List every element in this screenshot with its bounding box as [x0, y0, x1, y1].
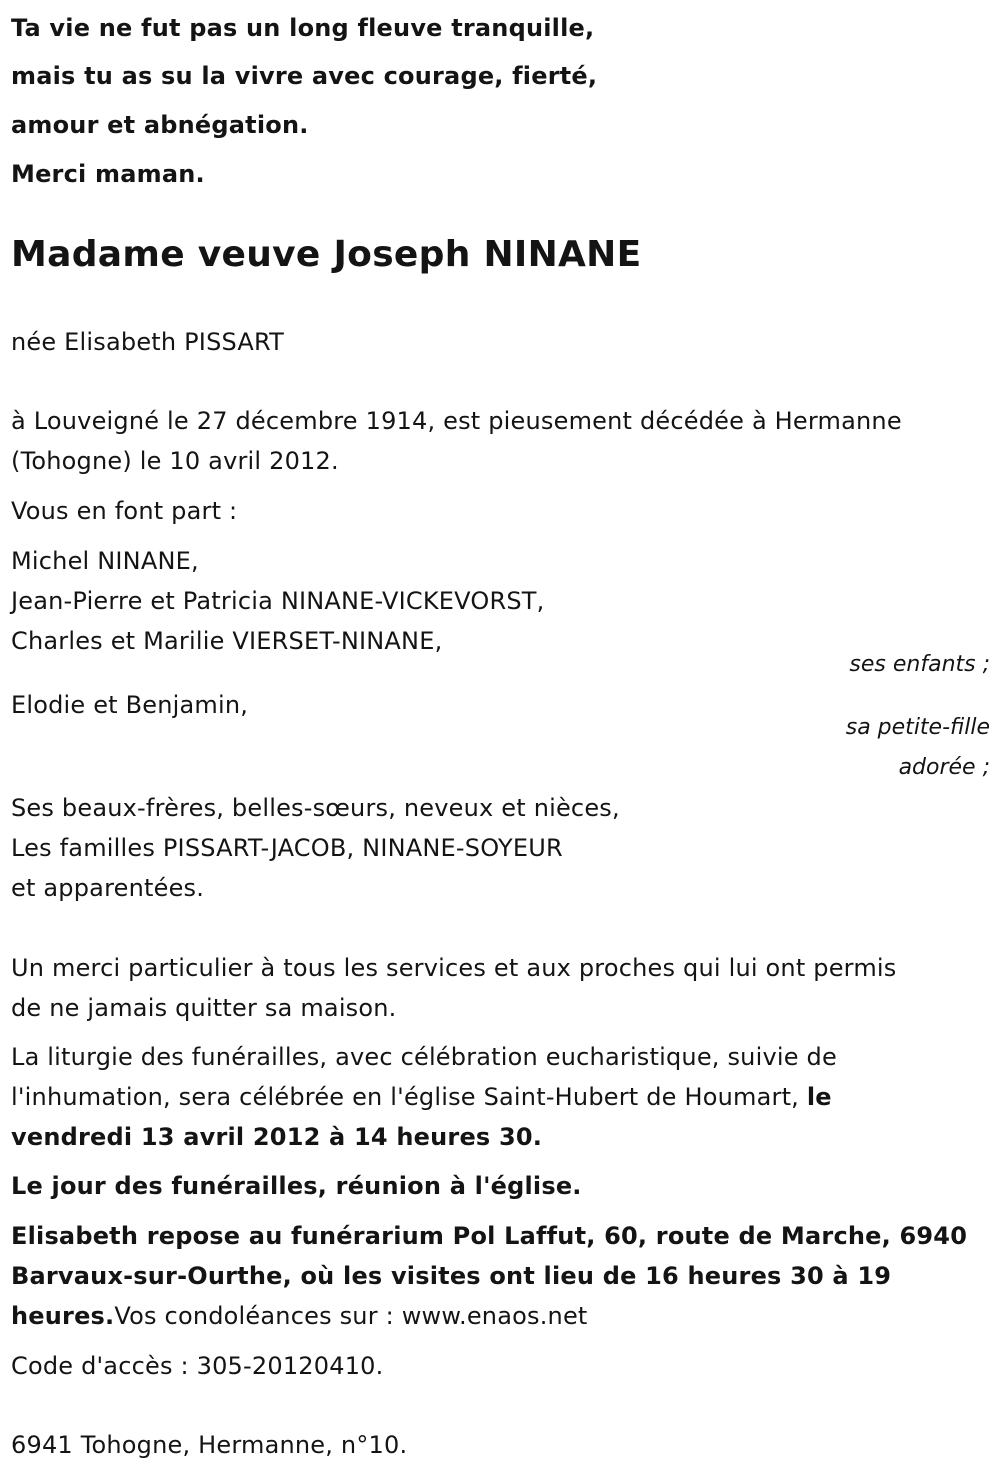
- granddaughter-role: sa petite-fille: [845, 715, 990, 740]
- liturgy-date: vendredi 13 avril 2012 à 14 heures 30.: [11, 1123, 543, 1151]
- maiden-name: née Elisabeth PISSART: [11, 328, 285, 356]
- birth-death-line: (Tohogne) le 10 avril 2012.: [11, 447, 339, 475]
- thanks-line: de ne jamais quitter sa maison.: [11, 994, 397, 1022]
- relatives-line: Ses beaux-frères, belles-sœurs, neveux et nièces,: [11, 794, 620, 822]
- epigraph-line: amour et abnégation.: [11, 111, 309, 139]
- child-entry: Michel NINANE,: [11, 547, 199, 575]
- funerarium-hours-end: heures.: [11, 1302, 115, 1330]
- relatives-line: Les familles PISSART-JACOB, NINANE-SOYEUR: [11, 834, 563, 862]
- announce-text: Vous en font part :: [11, 497, 238, 525]
- children-role: ses enfants ;: [849, 652, 990, 677]
- address: 6941 Tohogne, Hermanne, n°10.: [11, 1431, 408, 1459]
- liturgy-date-start: le: [806, 1083, 832, 1111]
- meeting-text: Le jour des funérailles, réunion à l'église.: [11, 1172, 582, 1200]
- relatives-line: et apparentées.: [11, 874, 205, 902]
- birth-death-line: à Louveigné le 27 décembre 1914, est pieusement décédée à Hermanne: [11, 407, 902, 435]
- condolences-text: Vos condoléances sur : www.enaos.net: [114, 1302, 588, 1330]
- child-entry: Jean-Pierre et Patricia NINANE-VICKEVORST,: [11, 587, 545, 615]
- liturgy-text: l'inhumation, sera célébrée en l'église Saint-Hubert de Houmart,: [11, 1083, 807, 1111]
- epigraph-line: mais tu as su la vivre avec courage, fierté,: [11, 62, 598, 90]
- deceased-name: Madame veuve Joseph NINANE: [11, 234, 642, 275]
- child-entry: Charles et Marilie VIERSET-NINANE,: [11, 627, 443, 655]
- liturgy-line: La liturgie des funérailles, avec célébration eucharistique, suivie de: [11, 1043, 837, 1071]
- epigraph-line: Merci maman.: [11, 160, 205, 188]
- epigraph-line: Ta vie ne fut pas un long fleuve tranquille,: [11, 14, 595, 42]
- access-code: Code d'accès : 305-20120410.: [11, 1352, 384, 1380]
- granddaughter-entry: Elodie et Benjamin,: [11, 691, 249, 719]
- thanks-line: Un merci particulier à tous les services et aux proches qui lui ont permis: [11, 954, 897, 982]
- liturgy-line: [11, 1077, 832, 1117]
- funerarium-line: [11, 1296, 588, 1336]
- granddaughter-role: adorée ;: [898, 755, 990, 780]
- funerarium-line: Elisabeth repose au funérarium Pol Laffut, 60, route de Marche, 6940: [11, 1222, 968, 1250]
- funerarium-line: Barvaux-sur-Ourthe, où les visites ont lieu de 16 heures 30 à 19: [11, 1262, 892, 1290]
